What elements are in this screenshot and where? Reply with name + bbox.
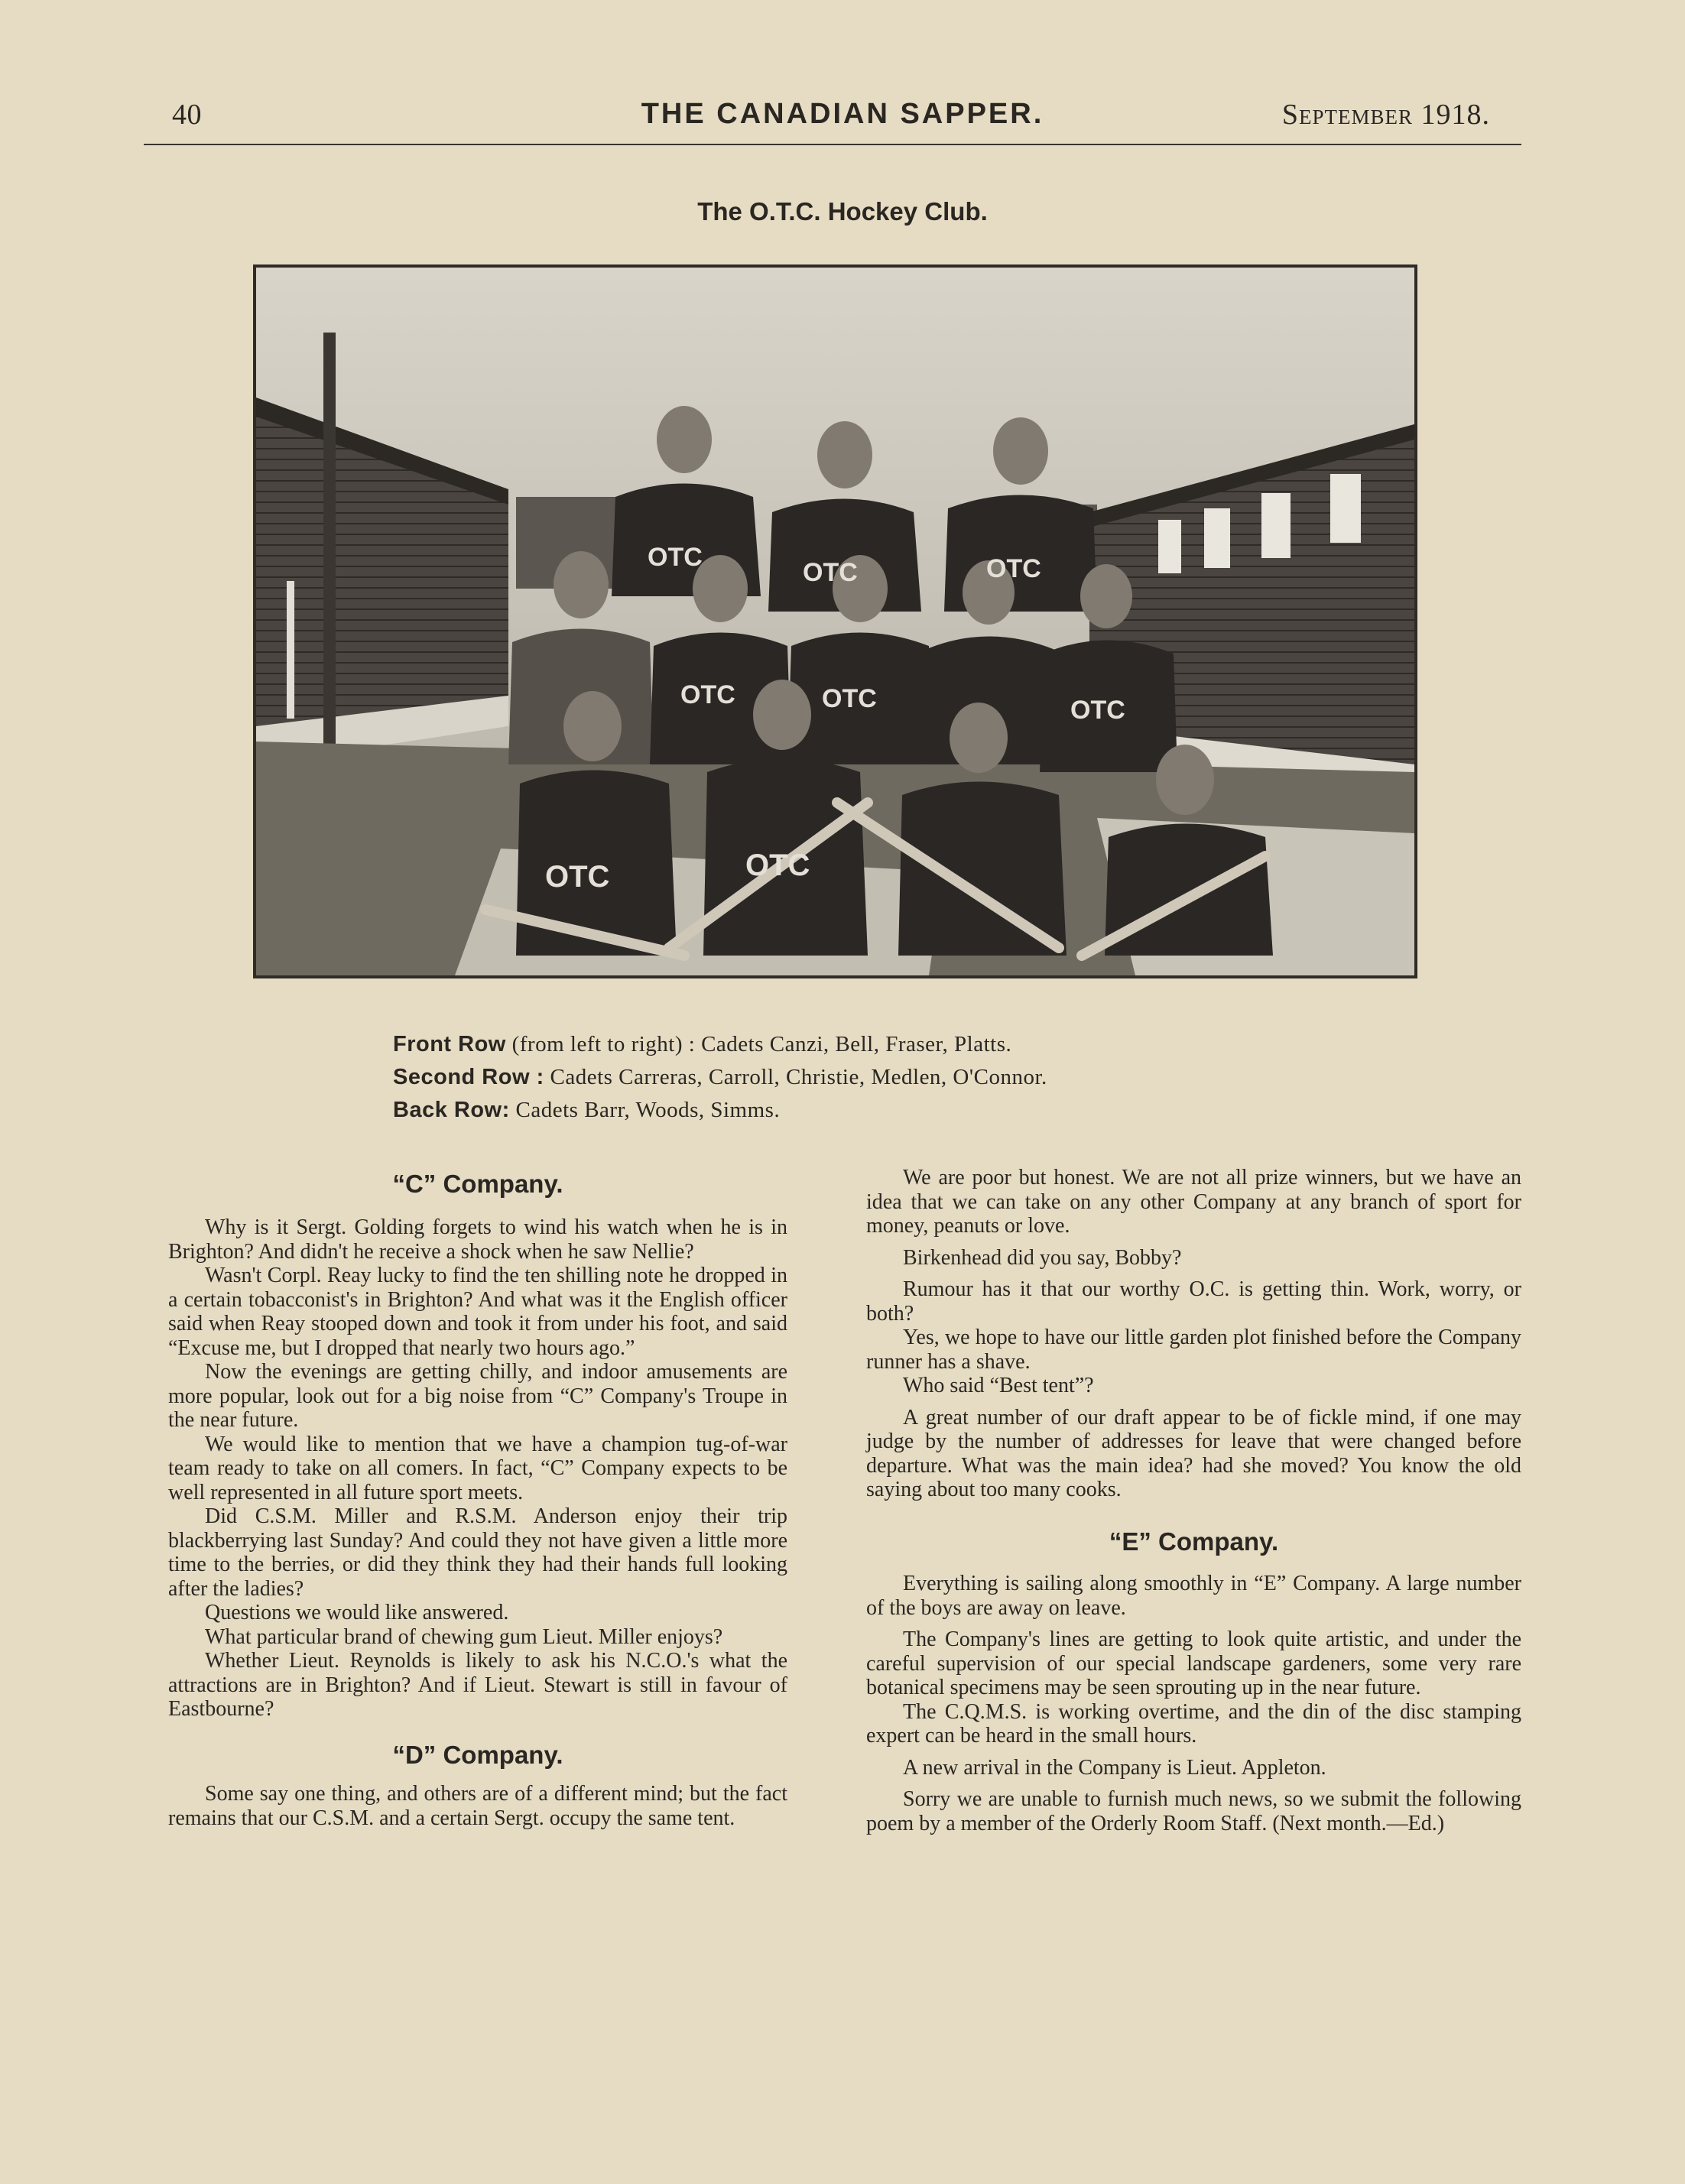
right-column — [866, 1166, 1521, 1835]
paragraph: We would like to mention that we have a champion tug-of-war team ready to take on all comers. In fact, “C” Company expects to be well represented in all future sport meets. — [168, 1432, 787, 1504]
caption-second-row: Second Row : Cadets Carreras, Carroll, Christie, Medlen, O'Connor. — [393, 1065, 1047, 1089]
left-column — [168, 1215, 787, 1830]
paragraph: Some say one thing, and others are of a different mind; but the fact remains that our C.S.M. and a certain Sergt. occupy the same tent. — [168, 1782, 787, 1830]
header-rule — [144, 144, 1521, 145]
c-company-heading: “C” Company. — [392, 1170, 563, 1198]
article-title: The O.T.C. Hockey Club. — [697, 197, 988, 226]
team-photograph — [253, 264, 1417, 978]
paragraph: A great number of our draft appear to be of fickle mind, if one may judge by the number of addresses for leave that were changed before departure. What was the main idea? had she moved? You know the old saying about too many cooks. — [866, 1405, 1521, 1501]
jersey-text: OTC — [1070, 696, 1125, 725]
paragraph: Whether Lieut. Reynolds is likely to ask his N.C.O.'s what the attractions are in Brighton? And if Lieut. Stewart is still in favour of Eastbourne? — [168, 1649, 787, 1721]
paragraph: Wasn't Corpl. Reay lucky to find the ten shilling note he dropped in a certain tobacconist's in Brighton? And what was it the English officer said when Reay stooped down and took it from under his foot, and said “Excuse me, but I dropped that nearly two hours ago.” — [168, 1264, 787, 1360]
caption-back-row: Back Row: Cadets Barr, Woods, Simms. — [393, 1098, 781, 1122]
jersey-text: OTC — [822, 684, 877, 713]
paragraph: What particular brand of chewing gum Lieut. Miller enjoys? — [205, 1624, 723, 1649]
jersey-text: OTC — [648, 543, 703, 572]
jersey-text: OTC — [545, 860, 610, 894]
jersey-text: OTC — [803, 558, 858, 587]
magazine-title: THE CANADIAN SAPPER. — [641, 98, 1044, 130]
paragraph: Did C.S.M. Miller and R.S.M. Anderson enjoy their trip blackberrying last Sunday? And could they not have given a little more time to the berries, or did they think they had their hands full looking after the ladies? — [168, 1504, 787, 1601]
paragraph: Birkenhead did you say, Bobby? — [903, 1245, 1182, 1270]
paragraph: A new arrival in the Company is Lieut. Appleton. — [903, 1755, 1326, 1780]
paragraph: Why is it Sergt. Golding forgets to wind his watch when he is in Brighton? And didn't he receive a shock when he saw Nellie? — [168, 1215, 787, 1264]
paragraph: Now the evenings are getting chilly, and indoor amusements are more popular, look out for a big noise from “C” Company's Troupe in the near future. — [168, 1360, 787, 1432]
e-company-heading: “E” Company. — [1109, 1527, 1279, 1556]
jersey-text: OTC — [986, 554, 1041, 583]
paragraph: Sorry we are unable to furnish much news, so we submit the following poem by a member of the Orderly Room Staff. (Next month.—Ed.) — [866, 1787, 1521, 1835]
jersey-text: OTC — [745, 849, 810, 882]
jersey-text: OTC — [680, 680, 735, 709]
paragraph: We are poor but honest. We are not all prize winners, but we have an idea that we can take on any other Company at any branch of sport for money, peanuts or love. — [866, 1166, 1521, 1238]
paragraph: The C.Q.M.S. is working overtime, and the din of the disc stamping expert can be heard in the small hours. — [866, 1699, 1521, 1748]
paragraph: Everything is sailing along smoothly in “E” Company. A large number of the boys are away on leave. — [866, 1572, 1521, 1620]
paragraph: Yes, we hope to have our little garden plot finished before the Company runner has a shave. — [866, 1326, 1521, 1374]
caption-front-row: Front Row (from left to right) : Cadets Canzi, Bell, Fraser, Platts. — [393, 1032, 1012, 1056]
d-company-heading: “D” Company. — [392, 1740, 563, 1769]
page-number: 40 — [172, 99, 202, 131]
paragraph: Rumour has it that our worthy O.C. is getting thin. Work, worry, or both? — [866, 1277, 1521, 1326]
paragraph: Who said “Best tent”? — [903, 1374, 1094, 1397]
paragraph: Questions we would like answered. — [205, 1601, 509, 1624]
issue-date: September 1918. — [1281, 99, 1490, 131]
paragraph: The Company's lines are getting to look quite artistic, and under the careful supervision of our special landscape gardeners, some very rare botanical specimens may be seen sprouting up in the near future. — [866, 1627, 1521, 1699]
